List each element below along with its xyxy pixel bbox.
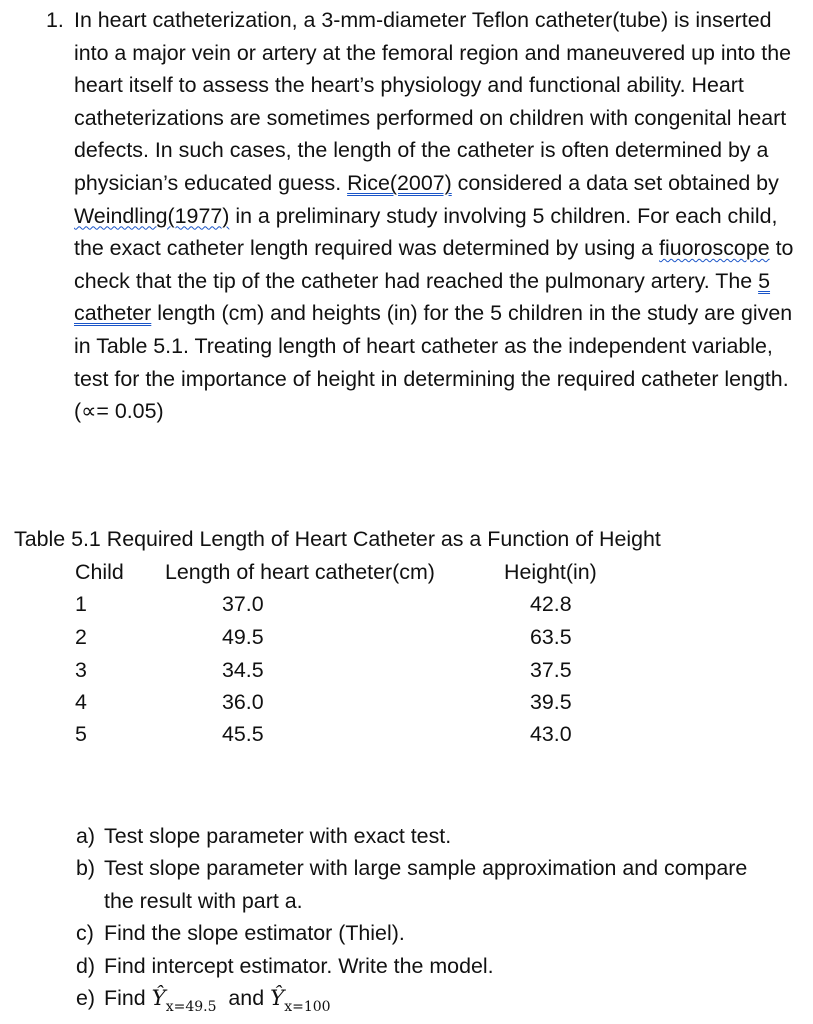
cell-length: 45.5 (222, 722, 264, 746)
problem-statement (46, 4, 806, 428)
table-caption: Table 5.1 Required Length of Heart Catheter as a Function of Height (14, 527, 661, 551)
citation-rice: Rice(2007) (347, 170, 452, 195)
cell-child: 2 (75, 625, 87, 649)
subscript-x-100: x=100 (284, 999, 331, 1016)
y-hat-symbol: Ŷ (151, 986, 166, 1012)
y-hat-symbol: Ŷ (270, 986, 285, 1012)
problem-text-part: length (cm) and heights (in) for the 5 children in the study are given in Table 5.1. Treating length of heart catheter as the independent variable, test for the importance of height in determining the required catheter length. (∝= 0.05) (74, 301, 793, 424)
cell-height: 63.5 (530, 625, 572, 649)
question-label: a) (76, 824, 96, 848)
cell-child: 3 (75, 658, 87, 682)
problem-text-part: considered a data set obtained by (451, 170, 779, 195)
question-e (76, 982, 776, 1023)
question-label: b) (76, 856, 96, 881)
table-header-row (0, 560, 813, 592)
problem-text-part: to check that the tip of the catheter had reached the pulmonary artery. The (74, 236, 794, 293)
question-and: and (228, 986, 265, 1011)
cell-child: 4 (75, 690, 87, 714)
problem-text (74, 4, 806, 428)
cell-height: 42.8 (530, 592, 572, 616)
question-a (76, 820, 776, 852)
subscript-x-49-5: x=49.5 (165, 999, 217, 1016)
question-list (76, 820, 776, 1023)
header-child: Child (75, 560, 124, 584)
question-text: Find intercept estimator. Write the model. (104, 953, 494, 978)
cell-height: 43.0 (530, 722, 572, 746)
problem-text-part: in a preliminary study involving 5 children. For each child, the exact catheter length required was determined by using a (74, 203, 778, 261)
question-d (76, 950, 776, 982)
cell-length: 36.0 (222, 690, 264, 714)
question-b (76, 852, 776, 917)
table-row (0, 625, 813, 657)
header-length: Length of heart catheter(cm) (165, 560, 435, 584)
question-c (76, 917, 776, 949)
table-row (0, 592, 813, 624)
table-row (0, 658, 813, 690)
question-text: Test slope parameter with large sample approximation and compare the result with part a. (104, 856, 748, 913)
grammar-flag: 5 catheter (74, 268, 771, 326)
cell-child: 5 (75, 722, 87, 746)
header-height: Height(in) (504, 560, 597, 584)
cell-height: 39.5 (530, 690, 572, 714)
cell-height: 37.5 (530, 658, 572, 682)
cell-length: 49.5 (222, 625, 264, 649)
question-find: Find (104, 986, 146, 1011)
citation-weindling: Weindling(1977) (74, 203, 230, 228)
problem-text-part: In heart catheterization, a 3-mm-diameter Teflon catheter(tube) is inserted into a major vein or artery at the femoral region and maneuvered up into the heart itself to assess the heart’s physiology and functional ability. Heart catheterizations are sometimes performed on children with congenital heart defects. In such cases, the length of the catheter is often determined by a physician’s educated guess. (74, 8, 791, 195)
table-row (0, 722, 813, 754)
question-label: d) (76, 953, 96, 978)
question-label: c) (76, 921, 94, 946)
problem-number: 1. (46, 8, 64, 32)
question-text: Test slope parameter with exact test. (104, 824, 452, 848)
question-label: e) (76, 986, 96, 1011)
table-row (0, 690, 813, 722)
cell-child: 1 (75, 592, 87, 616)
cell-length: 37.0 (222, 592, 264, 616)
question-text: Find the slope estimator (Thiel). (104, 921, 405, 946)
cell-length: 34.5 (222, 658, 264, 682)
misspelled-word: fiuoroscope (659, 236, 770, 261)
